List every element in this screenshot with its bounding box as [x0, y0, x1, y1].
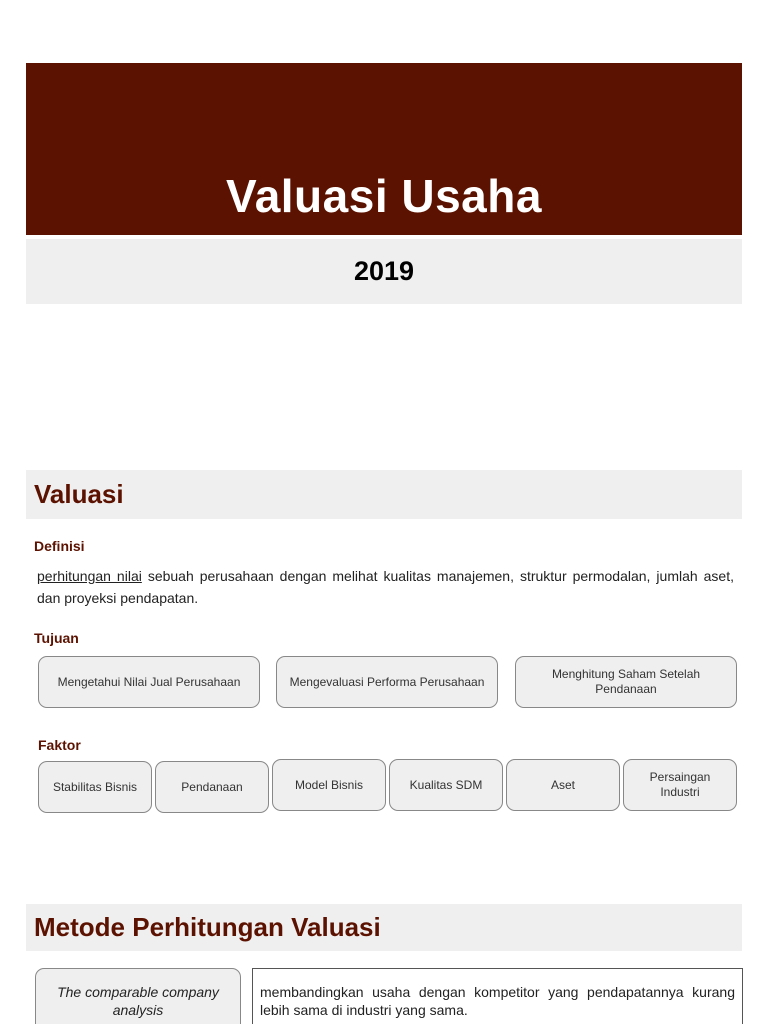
faktor-box-persaingan: Persaingan Industri	[623, 759, 737, 811]
faktor-box-stabilitas: Stabilitas Bisnis	[38, 761, 152, 813]
definisi-heading: Definisi	[34, 538, 85, 554]
tujuan-heading: Tujuan	[34, 630, 79, 646]
definisi-term-link[interactable]: perhitungan nilai	[37, 568, 142, 584]
faktor-box-kualitas-sdm: Kualitas SDM	[389, 759, 503, 811]
definisi-text	[37, 565, 734, 609]
year-label: 2019	[353, 256, 415, 286]
section-title-metode: Metode Perhitungan Valuasi	[34, 912, 381, 942]
section-title-valuasi: Valuasi	[34, 479, 124, 509]
method-name-box: The comparable company analysis	[35, 968, 241, 1024]
section-header-valuasi	[26, 470, 742, 519]
faktor-box-model-bisnis: Model Bisnis	[272, 759, 386, 811]
faktor-heading: Faktor	[38, 737, 81, 753]
page-title: Valuasi Usaha	[226, 170, 542, 222]
year-band	[26, 239, 742, 304]
definisi-body: sebuah perusahaan dengan melihat kualitas manajemen, struktur permodalan, jumlah aset, dan proyeksi pendapatan.	[37, 568, 734, 606]
method-description-box: membandingkan usaha dengan kompetitor yang pendapatannya kurang lebih sama di industri yang sama.	[252, 968, 743, 1024]
faktor-box-aset: Aset	[506, 759, 620, 811]
title-banner	[26, 63, 742, 235]
section-header-metode	[26, 904, 742, 951]
tujuan-box-saham: Menghitung Saham Setelah Pendanaan	[515, 656, 737, 708]
tujuan-box-performa: Mengevaluasi Performa Perusahaan	[276, 656, 498, 708]
faktor-box-pendanaan: Pendanaan	[155, 761, 269, 813]
tujuan-box-nilai-jual: Mengetahui Nilai Jual Perusahaan	[38, 656, 260, 708]
